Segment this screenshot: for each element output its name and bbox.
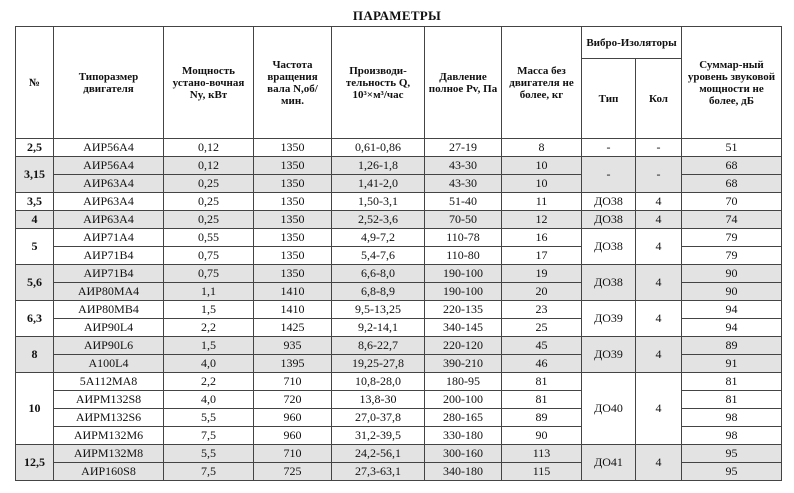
motor-cell: АИР71В4 <box>54 265 164 283</box>
header-noise-level: Суммар-ный уровень звуковой мощности не более, дБ <box>682 27 782 139</box>
power-cell: 0,25 <box>164 193 254 211</box>
power-cell: 0,12 <box>164 157 254 175</box>
pressure-cell: 280-165 <box>425 409 502 427</box>
mass-cell: 115 <box>502 463 582 481</box>
noise-cell: 79 <box>682 229 782 247</box>
capacity-cell: 2,52-3,6 <box>332 211 425 229</box>
noise-cell: 94 <box>682 301 782 319</box>
frequency-cell: 1350 <box>254 193 332 211</box>
table-row <box>16 301 782 319</box>
noise-cell: 68 <box>682 175 782 193</box>
capacity-cell: 24,2-56,1 <box>332 445 425 463</box>
mass-cell: 90 <box>502 427 582 445</box>
motor-cell: АИР90L6 <box>54 337 164 355</box>
mass-cell: 45 <box>502 337 582 355</box>
frequency-cell: 1410 <box>254 283 332 301</box>
mass-cell: 8 <box>502 139 582 157</box>
motor-cell: АИРМ132S6 <box>54 409 164 427</box>
capacity-cell: 1,26-1,8 <box>332 157 425 175</box>
row-number: 5 <box>16 229 54 265</box>
pressure-cell: 43-30 <box>425 157 502 175</box>
header-pressure: Давление полное Pv, Па <box>425 27 502 139</box>
pressure-cell: 220-120 <box>425 337 502 355</box>
power-cell: 1,5 <box>164 301 254 319</box>
vibro-count-cell: 4 <box>636 337 682 373</box>
row-number: 3,5 <box>16 193 54 211</box>
row-number: 5,6 <box>16 265 54 301</box>
capacity-cell: 5,4-7,6 <box>332 247 425 265</box>
capacity-cell: 1,41-2,0 <box>332 175 425 193</box>
capacity-cell: 8,6-22,7 <box>332 337 425 355</box>
noise-cell: 91 <box>682 355 782 373</box>
vibro-type-cell: ДО39 <box>582 337 636 373</box>
pressure-cell: 220-135 <box>425 301 502 319</box>
table-row <box>16 337 782 355</box>
capacity-cell: 27,3-63,1 <box>332 463 425 481</box>
motor-cell: АИР71А4 <box>54 229 164 247</box>
power-cell: 2,2 <box>164 373 254 391</box>
mass-cell: 17 <box>502 247 582 265</box>
frequency-cell: 1350 <box>254 175 332 193</box>
frequency-cell: 1350 <box>254 265 332 283</box>
motor-cell: АИР63А4 <box>54 211 164 229</box>
motor-cell: АИР80МВ4 <box>54 301 164 319</box>
vibro-count-cell: - <box>636 157 682 193</box>
noise-cell: 51 <box>682 139 782 157</box>
frequency-cell: 1350 <box>254 139 332 157</box>
vibro-type-cell: ДО41 <box>582 445 636 481</box>
pressure-cell: 200-100 <box>425 391 502 409</box>
row-number: 4 <box>16 211 54 229</box>
header-number: № <box>16 27 54 139</box>
motor-cell: АИР71В4 <box>54 247 164 265</box>
vibro-type-cell: - <box>582 157 636 193</box>
table-row <box>16 229 782 247</box>
table-row <box>16 265 782 283</box>
vibro-type-cell: ДО38 <box>582 193 636 211</box>
noise-cell: 95 <box>682 445 782 463</box>
noise-cell: 79 <box>682 247 782 265</box>
vibro-count-cell: 4 <box>636 373 682 445</box>
motor-cell: АИРМ132М6 <box>54 427 164 445</box>
mass-cell: 10 <box>502 157 582 175</box>
mass-cell: 81 <box>502 391 582 409</box>
noise-cell: 70 <box>682 193 782 211</box>
vibro-count-cell: 4 <box>636 445 682 481</box>
vibro-type-cell: ДО39 <box>582 301 636 337</box>
power-cell: 7,5 <box>164 427 254 445</box>
pressure-cell: 390-210 <box>425 355 502 373</box>
mass-cell: 20 <box>502 283 582 301</box>
noise-cell: 74 <box>682 211 782 229</box>
frequency-cell: 710 <box>254 445 332 463</box>
row-number: 6,3 <box>16 301 54 337</box>
power-cell: 4,0 <box>164 355 254 373</box>
motor-cell: АИР80МА4 <box>54 283 164 301</box>
vibro-count-cell: - <box>636 139 682 157</box>
noise-cell: 98 <box>682 409 782 427</box>
capacity-cell: 19,25-27,8 <box>332 355 425 373</box>
capacity-cell: 9,2-14,1 <box>332 319 425 337</box>
frequency-cell: 1425 <box>254 319 332 337</box>
frequency-cell: 1350 <box>254 157 332 175</box>
motor-cell: АИРМ132S8 <box>54 391 164 409</box>
power-cell: 5,5 <box>164 445 254 463</box>
capacity-cell: 9,5-13,25 <box>332 301 425 319</box>
mass-cell: 19 <box>502 265 582 283</box>
mass-cell: 16 <box>502 229 582 247</box>
vibro-count-cell: 4 <box>636 193 682 211</box>
mass-cell: 23 <box>502 301 582 319</box>
motor-cell: АИР56А4 <box>54 139 164 157</box>
table-row <box>16 193 782 211</box>
capacity-cell: 0,61-0,86 <box>332 139 425 157</box>
pressure-cell: 300-160 <box>425 445 502 463</box>
pressure-cell: 340-180 <box>425 463 502 481</box>
motor-cell: АИР160S8 <box>54 463 164 481</box>
motor-cell: 5А112МА8 <box>54 373 164 391</box>
vibro-count-cell: 4 <box>636 229 682 265</box>
pressure-cell: 51-40 <box>425 193 502 211</box>
power-cell: 0,25 <box>164 175 254 193</box>
pressure-cell: 180-95 <box>425 373 502 391</box>
motor-cell: АИРМ132М8 <box>54 445 164 463</box>
noise-cell: 98 <box>682 427 782 445</box>
power-cell: 4,0 <box>164 391 254 409</box>
table-row <box>16 445 782 463</box>
motor-cell: АИР63А4 <box>54 193 164 211</box>
table-row <box>16 211 782 229</box>
header-capacity <box>332 27 425 139</box>
row-number: 3,15 <box>16 157 54 193</box>
row-number: 2,5 <box>16 139 54 157</box>
power-cell: 0,75 <box>164 265 254 283</box>
row-number: 12,5 <box>16 445 54 481</box>
motor-cell: А100L4 <box>54 355 164 373</box>
pressure-cell: 190-100 <box>425 283 502 301</box>
frequency-cell: 960 <box>254 427 332 445</box>
mass-cell: 12 <box>502 211 582 229</box>
header-rotation-frequency: Частота вращения вала N,об/мин. <box>254 27 332 139</box>
noise-cell: 81 <box>682 373 782 391</box>
frequency-cell: 710 <box>254 373 332 391</box>
pressure-cell: 43-30 <box>425 175 502 193</box>
frequency-cell: 725 <box>254 463 332 481</box>
vibro-type-cell: ДО38 <box>582 211 636 229</box>
frequency-cell: 1395 <box>254 355 332 373</box>
frequency-cell: 1350 <box>254 247 332 265</box>
pressure-cell: 110-80 <box>425 247 502 265</box>
header-capacity-text: Производи-тельность Q, 10³×м³/час <box>345 64 411 101</box>
mass-cell: 11 <box>502 193 582 211</box>
pressure-cell: 70-50 <box>425 211 502 229</box>
capacity-cell: 1,50-3,1 <box>332 193 425 211</box>
row-number: 10 <box>16 373 54 445</box>
header-motor-type: Типоразмер двигателя <box>54 27 164 139</box>
pressure-cell: 190-100 <box>425 265 502 283</box>
pressure-cell: 110-78 <box>425 229 502 247</box>
power-cell: 0,25 <box>164 211 254 229</box>
vibro-type-cell: ДО38 <box>582 229 636 265</box>
mass-cell: 25 <box>502 319 582 337</box>
power-cell: 0,55 <box>164 229 254 247</box>
table-row <box>16 139 782 157</box>
capacity-cell: 31,2-39,5 <box>332 427 425 445</box>
table-row <box>16 373 782 391</box>
noise-cell: 90 <box>682 283 782 301</box>
mass-cell: 113 <box>502 445 582 463</box>
frequency-cell: 1350 <box>254 211 332 229</box>
noise-cell: 90 <box>682 265 782 283</box>
capacity-cell: 4,9-7,2 <box>332 229 425 247</box>
capacity-cell: 6,6-8,0 <box>332 265 425 283</box>
noise-cell: 81 <box>682 391 782 409</box>
vibro-type-cell: ДО38 <box>582 265 636 301</box>
pressure-cell: 330-180 <box>425 427 502 445</box>
header-mass: Масса без двигателя не более, кг <box>502 27 582 139</box>
power-cell: 5,5 <box>164 409 254 427</box>
power-cell: 2,2 <box>164 319 254 337</box>
motor-cell: АИР90L4 <box>54 319 164 337</box>
frequency-cell: 935 <box>254 337 332 355</box>
capacity-cell: 27,0-37,8 <box>332 409 425 427</box>
noise-cell: 68 <box>682 157 782 175</box>
vibro-count-cell: 4 <box>636 265 682 301</box>
table-title: ПАРАМЕТРЫ <box>352 8 442 23</box>
power-cell: 0,12 <box>164 139 254 157</box>
frequency-cell: 1350 <box>254 229 332 247</box>
mass-cell: 89 <box>502 409 582 427</box>
vibro-count-cell: 4 <box>636 301 682 337</box>
pressure-cell: 27-19 <box>425 139 502 157</box>
power-cell: 7,5 <box>164 463 254 481</box>
motor-cell: АИР63А4 <box>54 175 164 193</box>
parameters-table <box>15 26 782 481</box>
frequency-cell: 720 <box>254 391 332 409</box>
noise-cell: 94 <box>682 319 782 337</box>
vibro-count-cell: 4 <box>636 211 682 229</box>
table-row <box>16 157 782 175</box>
header-power: Мощность устано-вочная Ny, кВт <box>164 27 254 139</box>
motor-cell: АИР56А4 <box>54 157 164 175</box>
mass-cell: 81 <box>502 373 582 391</box>
noise-cell: 89 <box>682 337 782 355</box>
header-vibro-type: Тип <box>582 59 636 139</box>
capacity-cell: 6,8-8,9 <box>332 283 425 301</box>
vibro-type-cell: ДО40 <box>582 373 636 445</box>
mass-cell: 10 <box>502 175 582 193</box>
frequency-cell: 1410 <box>254 301 332 319</box>
noise-cell: 95 <box>682 463 782 481</box>
power-cell: 0,75 <box>164 247 254 265</box>
power-cell: 1,5 <box>164 337 254 355</box>
vibro-type-cell: - <box>582 139 636 157</box>
frequency-cell: 960 <box>254 409 332 427</box>
header-vibro-count: Кол <box>636 59 682 139</box>
pressure-cell: 340-145 <box>425 319 502 337</box>
header-vibro-isolators: Вибро-Изоляторы <box>582 27 682 59</box>
capacity-cell: 10,8-28,0 <box>332 373 425 391</box>
row-number: 8 <box>16 337 54 373</box>
power-cell: 1,1 <box>164 283 254 301</box>
mass-cell: 46 <box>502 355 582 373</box>
capacity-cell: 13,8-30 <box>332 391 425 409</box>
